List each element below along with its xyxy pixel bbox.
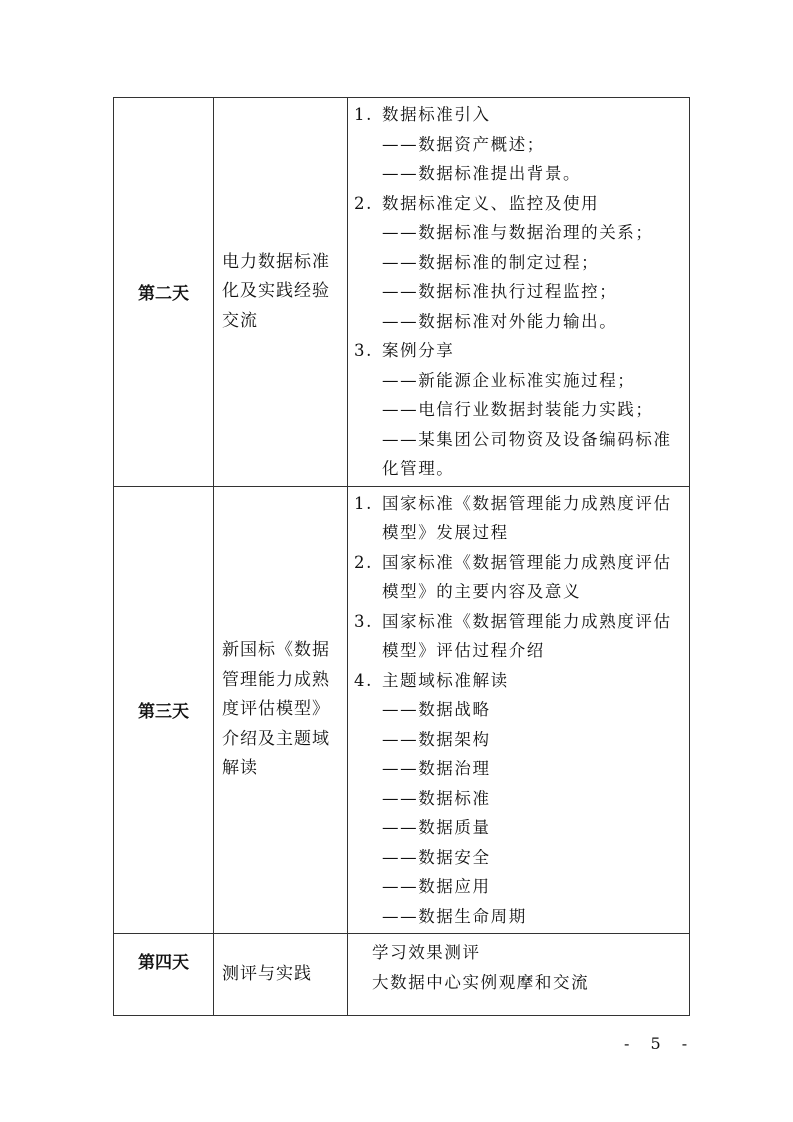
sub-item: ——数据质量 bbox=[382, 818, 491, 837]
list-item: 1. 国家标准《数据管理能力成熟度评估模型》发展过程 bbox=[354, 493, 672, 542]
topic-cell: 新国标《数据管理能力成熟度评估模型》介绍及主题域解读 bbox=[214, 486, 348, 934]
schedule-row-day2 bbox=[114, 98, 690, 487]
sub-item: ——某集团公司物资及设备编码标准化管理。 bbox=[382, 429, 672, 478]
content-line: 大数据中心实例观摩和交流 bbox=[372, 972, 590, 992]
sub-item: ——数据应用 bbox=[382, 877, 491, 896]
content-cell bbox=[348, 486, 690, 934]
sub-item: ——数据安全 bbox=[382, 847, 491, 867]
sub-item: ——数据治理 bbox=[382, 759, 491, 778]
sub-item: ——数据资产概述； bbox=[382, 134, 545, 154]
topic-cell: 测评与实践 bbox=[214, 934, 348, 1016]
page-number: - 5 - bbox=[624, 1034, 696, 1053]
list-item: 1. 数据标准引入 bbox=[354, 105, 491, 124]
sub-item: ——数据标准的制定过程； bbox=[382, 252, 600, 272]
sub-item: ——数据战略 bbox=[382, 700, 491, 719]
sub-item: ——电信行业数据封装能力实践； bbox=[382, 400, 654, 419]
list-item: 2. 数据标准定义、监控及使用 bbox=[354, 193, 600, 213]
list-item: 4. 主题域标准解读 bbox=[354, 670, 509, 690]
sub-item: ——数据标准提出背景。 bbox=[382, 164, 582, 183]
content-cell bbox=[348, 98, 690, 487]
day-label: 第四天 bbox=[114, 934, 214, 1016]
list-item: 3. 案例分享 bbox=[354, 341, 455, 360]
sub-item: ——数据标准与数据治理的关系； bbox=[382, 223, 654, 242]
sub-item: ——数据标准 bbox=[382, 788, 491, 808]
sub-item: ——数据架构 bbox=[382, 729, 491, 749]
content-line: 学习效果测评 bbox=[372, 943, 481, 962]
content-cell bbox=[348, 934, 690, 1016]
sub-item: ——数据标准执行过程监控； bbox=[382, 282, 618, 301]
topic-cell: 电力数据标准化及实践经验交流 bbox=[214, 98, 348, 487]
sub-item: ——新能源企业标准实施过程； bbox=[382, 370, 636, 390]
sub-item: ——数据标准对外能力输出。 bbox=[382, 311, 618, 331]
day-label: 第二天 bbox=[114, 98, 214, 487]
sub-item: ——数据生命周期 bbox=[382, 906, 527, 926]
schedule-row-day3 bbox=[114, 486, 690, 934]
list-item: 3. 国家标准《数据管理能力成熟度评估模型》评估过程介绍 bbox=[354, 611, 672, 660]
schedule-row-day4 bbox=[114, 934, 690, 1016]
list-item: 2. 国家标准《数据管理能力成熟度评估模型》的主要内容及意义 bbox=[354, 552, 672, 601]
schedule-table bbox=[113, 97, 690, 1016]
day-label: 第三天 bbox=[114, 486, 214, 934]
